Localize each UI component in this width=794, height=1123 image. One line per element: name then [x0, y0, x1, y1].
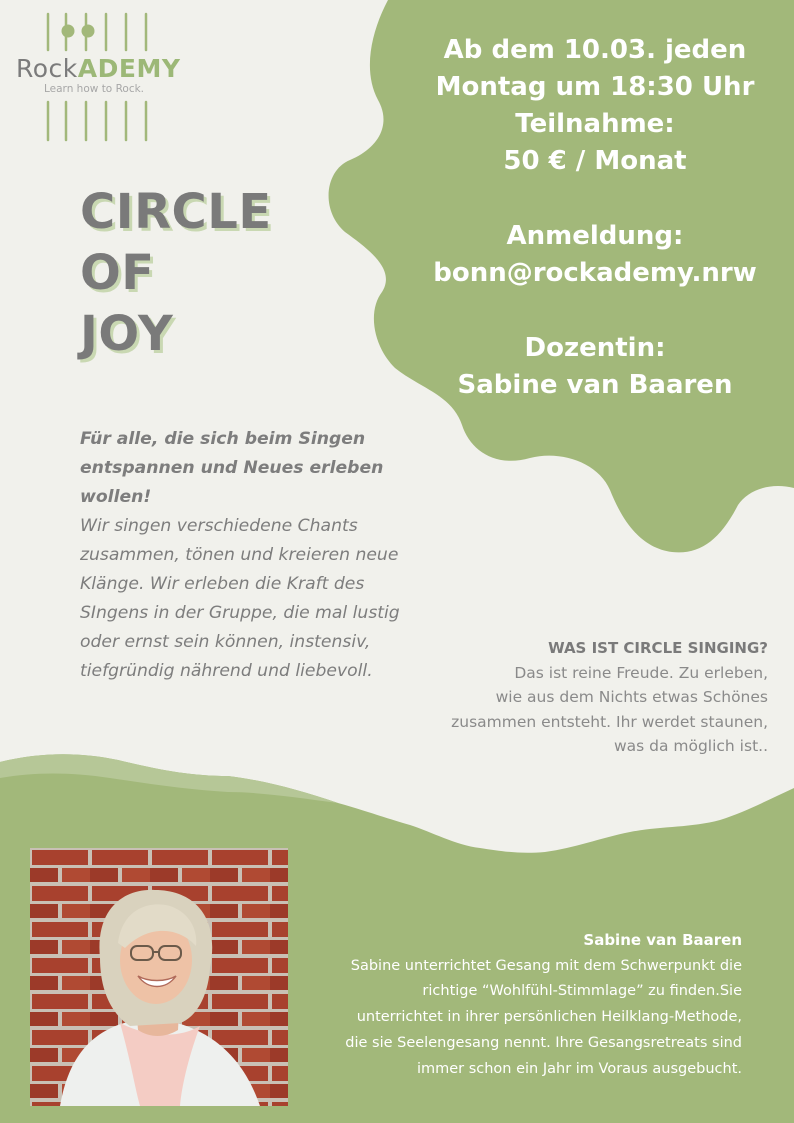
circle-singing-line: was da möglich ist.. [613, 737, 768, 755]
teacher-bio [322, 928, 742, 1082]
intro-text [80, 425, 440, 686]
teacher-label: Dozentin: [524, 333, 666, 363]
title-line: CIRCLE [80, 184, 272, 240]
circle-singing-line: Das ist reine Freude. Zu erleben, [514, 663, 768, 682]
circle-singing-line: zusammen entsteht. Ihr werdet staunen, [451, 712, 768, 731]
registration-label: Anmeldung: [506, 221, 684, 251]
logo-wordmark: RockADEMY [16, 54, 181, 83]
circle-singing-heading: WAS IST CIRCLE SINGING? [548, 639, 768, 657]
intro-body-line: oder ernst sein können, instensiv, [80, 632, 371, 652]
circle-singing-line: wie aus dem Nichts etwas Schönes [495, 688, 768, 706]
portrait-image [30, 848, 288, 1106]
bio-line: immer schon ein Jahr im Voraus ausgebucht. [416, 1060, 742, 1077]
intro-body-line: Wir singen verschiedene Chants [80, 516, 358, 536]
fee-label: Teilnahme: [515, 109, 675, 139]
fee-value: 50 € / Monat [503, 146, 687, 176]
teacher-name: Sabine van Baaren [457, 370, 733, 400]
logo-tagline: Learn how to Rock. [44, 83, 145, 95]
bio-line: richtige “Wohlfühl-Stimmlage” zu finden.Sie [422, 983, 742, 1000]
registration-email[interactable]: bonn@rockademy.nrw [433, 258, 757, 288]
bio-line: Sabine unterrichtet Gesang mit dem Schwerpunkt die [350, 957, 742, 974]
schedule-line: Ab dem 10.03. jeden [443, 35, 747, 65]
intro-lead-line: wollen! [80, 487, 152, 507]
event-info [410, 32, 780, 404]
schedule-line: Montag um 18:30 Uhr [435, 72, 755, 102]
logo [14, 12, 184, 144]
title-line: JOY [80, 306, 174, 362]
circle-singing-section [388, 636, 768, 759]
bio-line: die sie Seelengesang nennt. Ihre Gesangsretreats sind [345, 1034, 742, 1051]
title-line: OF [80, 245, 155, 301]
bio-line: unterrichtet in ihrer persönlichen Heilklang-Methode, [356, 1009, 742, 1026]
intro-body-line: zusammen, tönen und kreieren neue [80, 545, 399, 565]
teacher-photo [30, 848, 288, 1106]
intro-lead-line: Für alle, die sich beim Singen [80, 429, 366, 449]
intro-body-line: tiefgründig nährend und liebevoll. [80, 661, 373, 681]
bio-name: Sabine van Baaren [583, 931, 742, 949]
intro-lead-line: entspannen und Neues erleben [80, 458, 384, 478]
intro-body-line: Klänge. Wir erleben die Kraft des [80, 574, 365, 594]
page-title [80, 182, 340, 365]
intro-body-line: SIngens in der Gruppe, die mal lustig [80, 603, 400, 623]
